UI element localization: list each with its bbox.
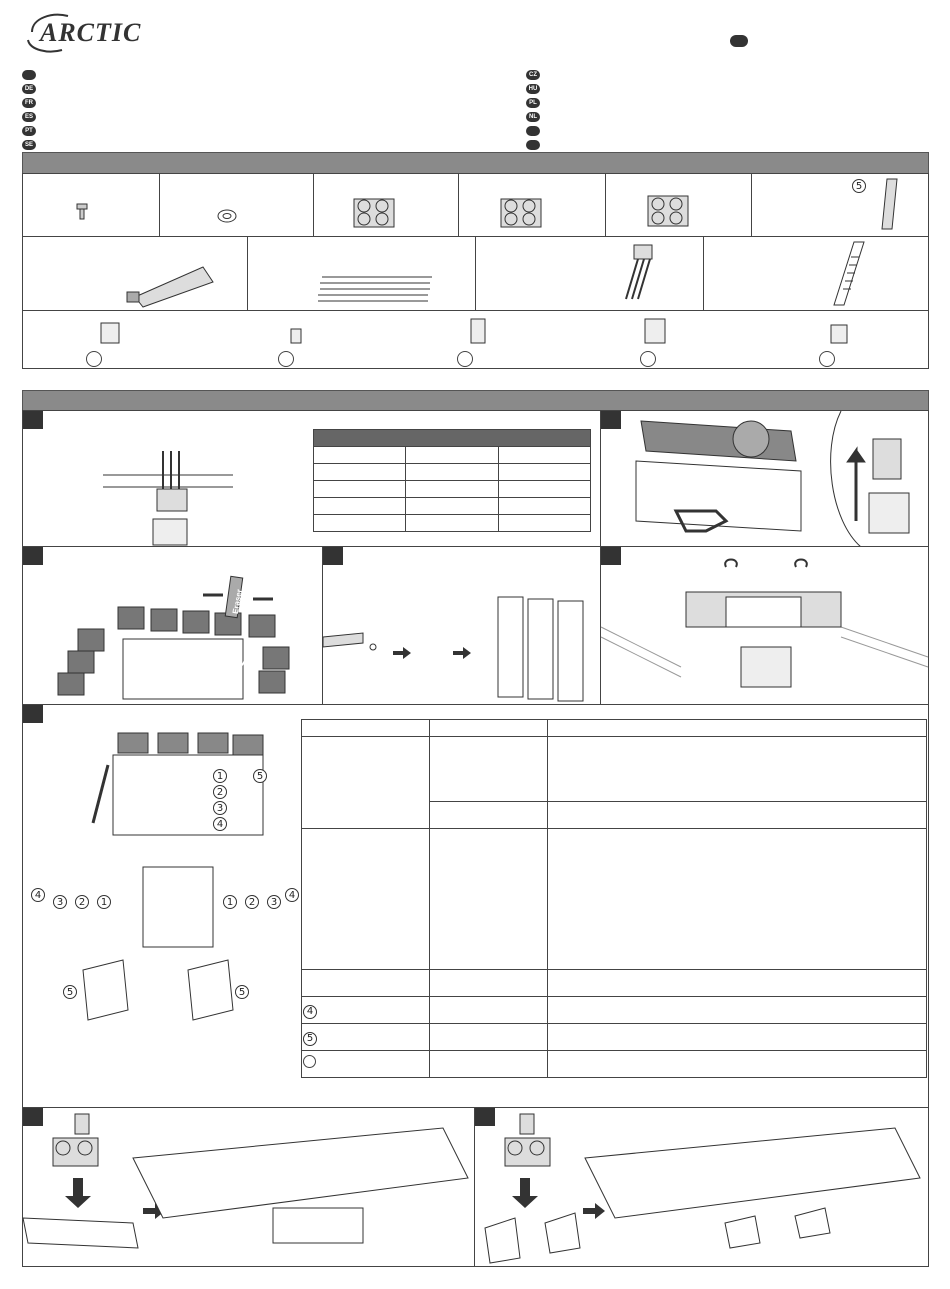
lang-badge: PL [526, 98, 540, 108]
parts-row-1 [22, 173, 929, 237]
step-8-panel [474, 1107, 929, 1267]
callout-1: 1 [223, 895, 237, 909]
callout-4: 4 [213, 817, 227, 831]
lang-badge: ES [22, 112, 36, 122]
step-6-table [301, 719, 927, 1078]
callout-5: 5 [63, 985, 77, 999]
tape-label: Eraser [220, 651, 247, 668]
step-4-panel [322, 546, 602, 706]
callout-2: 2 [245, 895, 259, 909]
memory-pads-illustration [23, 547, 323, 705]
callout-1: 1 [213, 769, 227, 783]
lang-badge [22, 70, 36, 80]
region-badge [730, 35, 748, 47]
callout-5: 5 [303, 1032, 317, 1046]
arctic-logo [22, 10, 142, 54]
lang-badge: PT [22, 126, 36, 136]
callout-5: 5 [253, 769, 267, 783]
step-1-table [313, 429, 591, 532]
part-thermal-paste [23, 237, 248, 310]
lang-badge: NL [526, 112, 540, 122]
lang-badge: CZ [526, 70, 540, 80]
step-3-panel [22, 546, 324, 706]
lang-badge: DE [22, 84, 36, 94]
part-thermal-pad-set-3 [606, 174, 752, 236]
callout-5: 5 [852, 179, 866, 193]
callout-4: 4 [285, 888, 299, 902]
part-thermal-pad-set-2 [459, 174, 606, 236]
callout-5: 5 [235, 985, 249, 999]
parts-row-3-heatsinks [22, 310, 929, 369]
heatsink-circle-3 [457, 351, 473, 367]
language-list-left [22, 70, 36, 150]
heatsink-circle-4 [640, 351, 656, 367]
lang-badge: SE [22, 140, 36, 150]
part-thermal-pad-set-1 [314, 174, 459, 236]
parts-row-2 [22, 236, 929, 311]
callout-2: 2 [213, 785, 227, 799]
callout-3: 3 [53, 895, 67, 909]
lang-badge: HU [526, 84, 540, 94]
part-adhesive-strips [248, 237, 476, 310]
heatsink-circle-2 [278, 351, 294, 367]
bracket-install-illustration [475, 1108, 928, 1266]
callout-3: 3 [213, 801, 227, 815]
part-screw [23, 174, 160, 236]
heatsink-attach-illustration [323, 547, 601, 705]
part-washer [160, 174, 314, 236]
lang-badge [526, 126, 540, 136]
callout-4: 4 [31, 888, 45, 902]
lang-badge: FR [22, 98, 36, 108]
heatsink-circle-5 [819, 351, 835, 367]
callout-3: 3 [267, 895, 281, 909]
step-1-panel [22, 410, 602, 548]
parts-section-header [22, 152, 929, 174]
installation-section-header [22, 390, 929, 412]
lang-badge [526, 140, 540, 150]
step-6-panel [22, 704, 929, 1110]
language-list-right [526, 70, 540, 150]
callout-2: 2 [75, 895, 89, 909]
tape-label: Eraser [230, 588, 245, 615]
step-2-panel [600, 410, 929, 548]
heatsink-circle-1 [86, 351, 102, 367]
gpu-disassembly-illustration [601, 411, 928, 547]
bracket-removal-illustration [601, 547, 928, 705]
heatsink-circle [303, 1055, 316, 1068]
callout-4: 4 [303, 1005, 317, 1019]
mounting-holes-illustration [23, 705, 303, 1005]
logo-text: ARCTIC [40, 18, 142, 47]
part-fan-cable [476, 237, 704, 310]
part-bracket [752, 174, 928, 236]
step-5-panel [600, 546, 929, 706]
step-7-panel [22, 1107, 476, 1267]
vram-heatsink-install-illustration [23, 1108, 475, 1266]
part-pci-bracket [704, 237, 928, 310]
callout-1: 1 [97, 895, 111, 909]
